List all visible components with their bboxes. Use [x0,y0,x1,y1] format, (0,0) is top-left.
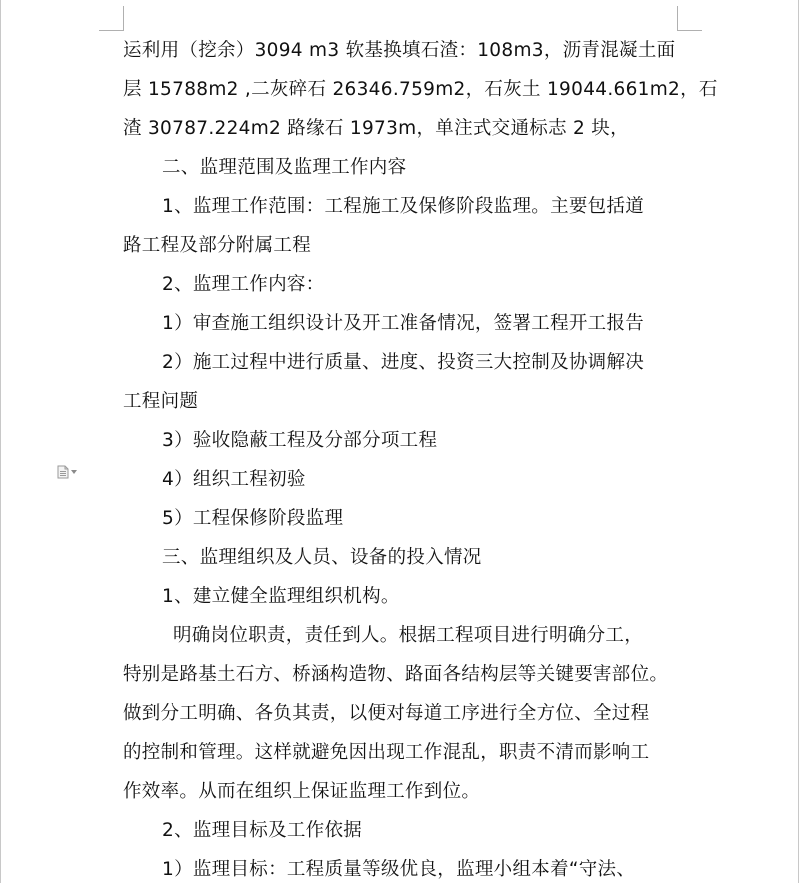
text-line: 特别是路基土石方、桥涵构造物、路面各结构层等关键要害部位。 [123,664,669,685]
text-line: 1、监理工作范围：工程施工及保修阶段监理。主要包括道 [162,196,645,217]
list-item: 5）工程保修阶段监理 [162,508,344,529]
text-line: 的控制和管理。这样就避免因出现工作混乱，职责不清而影响工 [123,742,650,763]
text-line: 作效率。从而在组织上保证监理工作到位。 [123,781,481,802]
list-item: 3）验收隐蔽工程及分部分项工程 [162,430,438,451]
document-options-icon[interactable] [57,464,81,480]
section-heading: 三、监理组织及人员、设备的投入情况 [162,547,482,568]
page-corner-mark-top-right [677,6,702,31]
text-line: 2、监理工作内容： [162,274,325,295]
page-corner-mark-top-left [99,6,124,31]
text-line: 明确岗位职责，责任到人。根据工程项目进行明确分工， [173,625,644,646]
text-line: 1、建立健全监理组织机构。 [162,586,400,607]
list-item: 4）组织工程初验 [162,469,306,490]
section-heading: 2、监理目标及工作依据 [162,820,363,841]
text-line: 运利用（挖余）3094 m3 软基换填石渣：108m3，沥青混凝土面 [123,40,676,61]
text-line: 层 15788m2 ,二灰碎石 26346.759m2，石灰土 19044.661m2，石 [123,79,718,100]
section-heading: 二、监理范围及监理工作内容 [162,157,407,178]
text-line: 路工程及部分附属工程 [123,235,312,256]
document-icon [57,465,69,479]
list-item: 2）施工过程中进行质量、进度、投资三大控制及协调解决 [162,352,645,373]
text-line: 渣 30787.224m2 路缘石 1973m，单注式交通标志 2 块， [123,118,629,139]
text-line: 工程问题 [123,391,199,412]
list-item: 1）审查施工组织设计及开工准备情况，签署工程开工报告 [162,313,645,334]
chevron-down-icon [71,470,77,474]
list-item: 1）监理目标：工程质量等级优良，监理小组本着“守法、 [162,859,636,880]
text-line: 做到分工明确、各负其责，以便对每道工序进行全方位、全过程 [123,703,650,724]
